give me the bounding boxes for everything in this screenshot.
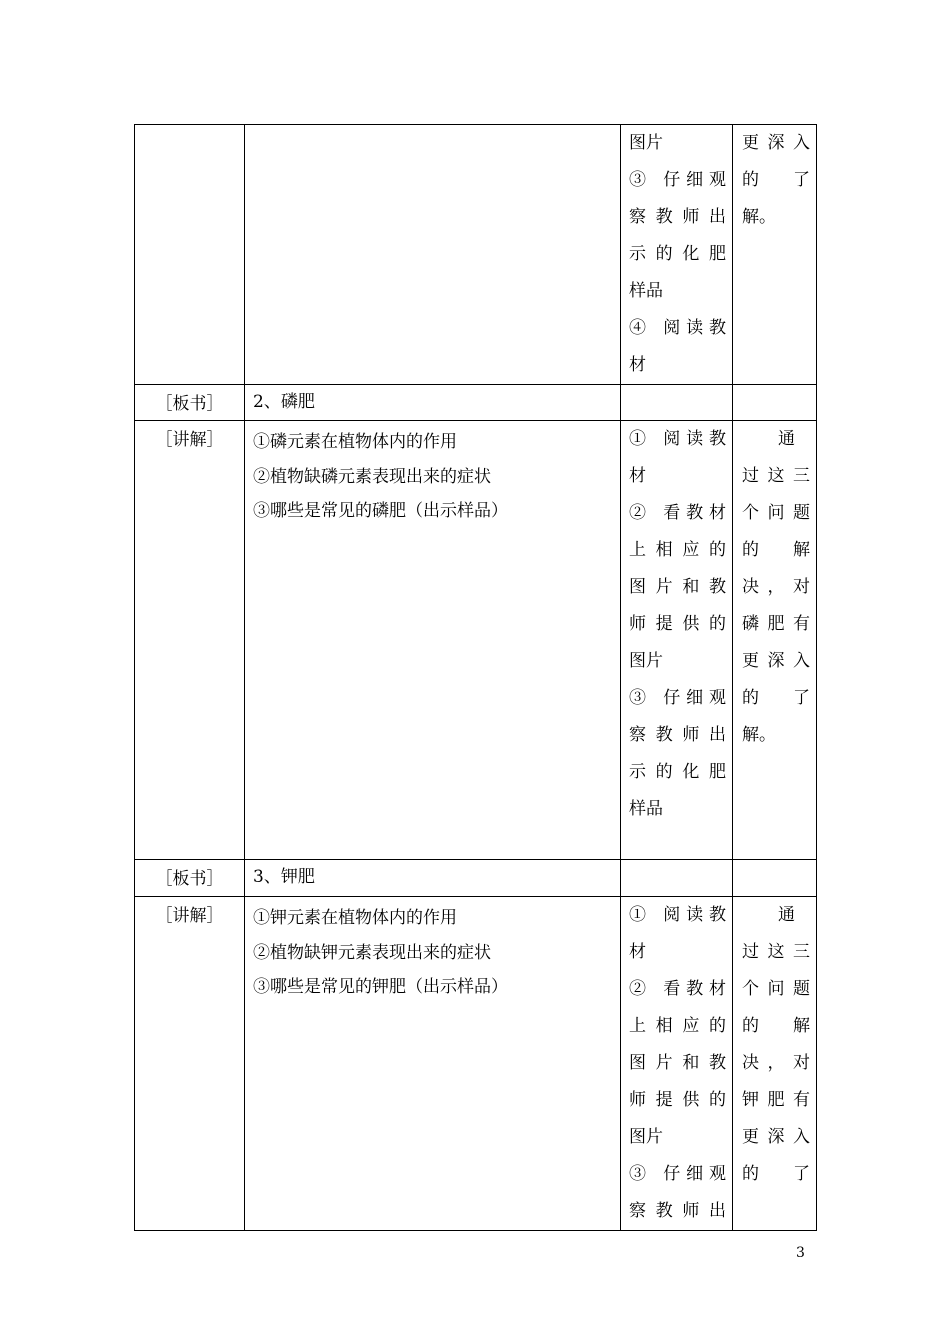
table-row: [135, 421, 817, 860]
content-line: ②植物缺磷元素表现出来的症状: [253, 466, 491, 487]
purpose-line: 的 了: [742, 170, 810, 190]
student-line: 样品: [629, 281, 663, 301]
row-label-cell: ［讲解］: [135, 421, 245, 860]
content-line: ①钾元素在植物体内的作用: [253, 908, 457, 928]
content-cell: [245, 385, 621, 421]
student-line: 样品: [629, 799, 663, 819]
student-activity-cell: [621, 897, 733, 1231]
student-line: 察教师出: [629, 207, 726, 227]
purpose-line: 更深入: [742, 651, 810, 671]
purpose-line: 个问题: [742, 979, 810, 999]
student-line: ② 看教材: [629, 979, 726, 999]
design-purpose-cell: [733, 421, 817, 860]
page-number: 3: [796, 1245, 805, 1261]
student-line: 师提供的: [629, 1090, 726, 1110]
student-activity-cell: [621, 860, 733, 897]
student-line: ③ 仔细观: [629, 1164, 726, 1184]
content-cell: [245, 897, 621, 1231]
student-line: 图片和教: [629, 1053, 726, 1073]
table-row: [135, 125, 817, 385]
student-line: 材: [629, 355, 646, 375]
purpose-line: 通: [778, 429, 795, 449]
design-purpose-cell: [733, 897, 817, 1231]
purpose-line: 更深入: [742, 1127, 810, 1147]
student-line: ② 看教材: [629, 503, 726, 523]
student-line: ④ 阅读教: [629, 318, 726, 338]
student-line: 材: [629, 466, 646, 486]
purpose-line: 个问题: [742, 503, 810, 523]
content-cell: [245, 860, 621, 897]
student-line: 察教师出: [629, 1201, 726, 1221]
student-line: 示的化肥: [629, 244, 726, 264]
design-purpose-cell: [733, 860, 817, 897]
content-cell: [245, 125, 621, 385]
student-line: 图片和教: [629, 577, 726, 597]
student-line: ① 阅读教: [629, 905, 726, 925]
purpose-line: 通: [778, 905, 795, 925]
row-label-cell: [135, 125, 245, 385]
student-line: ① 阅读教: [629, 429, 726, 449]
student-line: ③ 仔细观: [629, 688, 726, 708]
row-label-cell: ［板书］: [135, 860, 245, 897]
purpose-line: 更深入: [742, 133, 810, 153]
purpose-line: 的 了: [742, 688, 810, 708]
row-label-cell: ［板书］: [135, 385, 245, 421]
purpose-line: 的 解: [742, 540, 810, 560]
student-line: 上相应的: [629, 1016, 726, 1036]
student-line: 示的化肥: [629, 762, 726, 782]
student-line: 上相应的: [629, 540, 726, 560]
content-line: 3、钾肥: [253, 867, 315, 887]
student-line: 图片: [629, 651, 663, 671]
content-line: ③哪些是常见的钾肥（出示样品）: [253, 977, 508, 997]
purpose-line: 的 解: [742, 1016, 810, 1036]
content-line: ②植物缺钾元素表现出来的症状: [253, 942, 491, 963]
content-line: 2、磷肥: [253, 392, 315, 412]
purpose-line: 过这三: [742, 466, 810, 486]
student-activity-cell: [621, 385, 733, 421]
lesson-plan-table: [134, 124, 817, 1231]
purpose-line: 磷肥有: [742, 614, 810, 634]
table-row: [135, 860, 817, 897]
purpose-line: 解。: [742, 207, 776, 227]
purpose-line: 钾肥有: [742, 1090, 810, 1110]
student-activity-cell: [621, 421, 733, 860]
purpose-line: 的 了: [742, 1164, 810, 1184]
row-label-cell: ［讲解］: [135, 897, 245, 1231]
purpose-line: 过这三: [742, 942, 810, 962]
student-line: 师提供的: [629, 614, 726, 634]
student-line: 图片: [629, 133, 663, 153]
content-line: ③哪些是常见的磷肥（出示样品）: [253, 501, 508, 521]
purpose-line: 解。: [742, 725, 776, 745]
table-row: [135, 897, 817, 1231]
design-purpose-cell: [733, 125, 817, 385]
purpose-line: 决，对: [742, 1053, 810, 1073]
design-purpose-cell: [733, 385, 817, 421]
content-cell: [245, 421, 621, 860]
student-line: 察教师出: [629, 725, 726, 745]
student-activity-cell: [621, 125, 733, 385]
student-line: 图片: [629, 1127, 663, 1147]
student-line: 材: [629, 942, 646, 962]
student-line: ③ 仔细观: [629, 170, 726, 190]
table-row: [135, 385, 817, 421]
content-line: ①磷元素在植物体内的作用: [253, 432, 457, 452]
purpose-line: 决，对: [742, 577, 810, 597]
